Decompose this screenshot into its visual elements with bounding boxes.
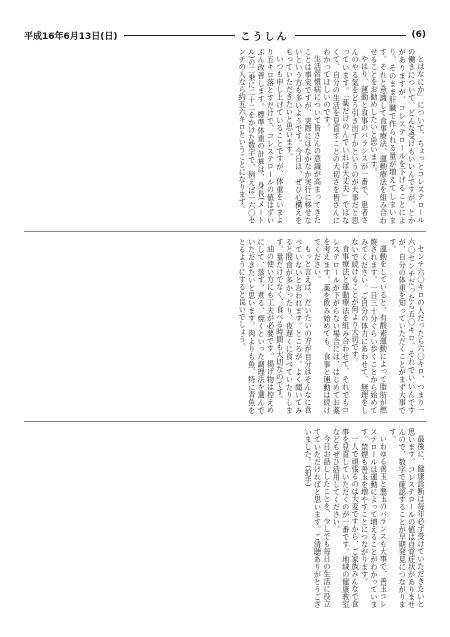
newsletter-title: こうしん [240,31,289,43]
paragraph: 食事療法と運動療法を組み合わせて、それでもコレステロールが下がらない場合には、はじめてお薬を考えます。薬を飲み始めても、食事と運動は続けてください。 [313,238,351,414]
paragraph: もっと言えば、だいたいの方が自分はそんなに食べていないと言われます。ところが、よく聞いてみると間食が多かったり、夜遅くに食べていたりします。量だけでなく、食べる時間も大切なのです。 [275,238,314,414]
paragraph: 運動をしていると、有酸素運動によって脂肪が燃焼されます。一日三十分ぐらい歩くことから始めてみてください。ご自分の体力にあわせて、無理をしないで続けることが何より大切です。 [351,238,389,414]
paragraph: いつも申し上げていることですが、体重をいまより五キロ落とすだけで、コレステロールの値はずいぶん改善します。標準体重の計算は、身長(メートル)の二乗に二十二をかけた数字で、例えば一六〇センチの人なら約五六キロということになります。 [238,48,285,224]
page-header [24,26,426,44]
page-number: (6) [411,30,427,40]
tier-divider [24,231,426,232]
paragraph: センチ六〇キロの人だったら六〇キロ、つまり一六〇センチだったら五〇キロ、それでいいんですが、自分の体重を知っていただくことがまず大事です。 [388,238,426,414]
tier-divider [24,421,426,422]
paragraph: 一人で頑張るのは大変ですから、ご家族みんなで食事を見直していただくのが一番です。地域の健康教室などもぜひ活用してください。 [332,428,361,608]
paragraph: 今日お話ししたことを、少しでも毎日の生活に役立てていただければと思います。ご清聴ありがとうございました。(拍手) [304,428,332,608]
article-body [24,48,426,608]
header-rule-left [124,35,235,36]
text-tier-middle [24,238,426,414]
paragraph: 最後に、健康診断は毎年必ず受けていただきたいと思います。コレステロールの値は自覚症状がありませんので、数字で確認することが早期発見につながります。 [388,428,426,608]
paragraph: とはなにか」について、ちょっとコレステロールの働きについて、どんな受けもいいんですが、とかがありますが、コレステロールを下げることにより、そのまま肝臓で作られる量が増えてしまいます。それと意識して食事療法、運動療法を組み合わせることをお勧めしたいと思います。 [369,48,426,224]
issue-date: 平成16年6月13日(日) [24,31,118,42]
text-tier-bottom [24,428,426,608]
paragraph: いわゆる善玉と悪玉のバランスも大事で、善玉コレステロールは運動によって増えることがわかっています。禁煙も善玉を増やすことにつながります。 [360,428,389,608]
paragraph: 油の使い方にも工夫が必要です。揚げ物は控えめにして、蒸す、煮る、焼くといった調理法を選んでいただきたいと思います。肉よりも魚、特に青魚をとるようにすると良いでしょう。 [238,238,276,414]
paragraph: 生活習慣病について皆さんの意識が高まってきたことは事実ですが、実際にはなかなか実行に移せないという方も多いようです。今日は、ぜひ心構えをもっていただきたいと思います。 [285,48,323,224]
paragraph: やはり、運動と食事のバランスが一番で、患者さんのやる気をどう引き出すかというのが大事だと思っています。「薬だけのんでいれば大丈夫」ではなくて、自分の生活を見直すことの大切さを皆さんにわかってほしいのです。 [322,48,370,224]
text-tier-top [24,48,426,224]
header-rule-right [295,35,406,36]
